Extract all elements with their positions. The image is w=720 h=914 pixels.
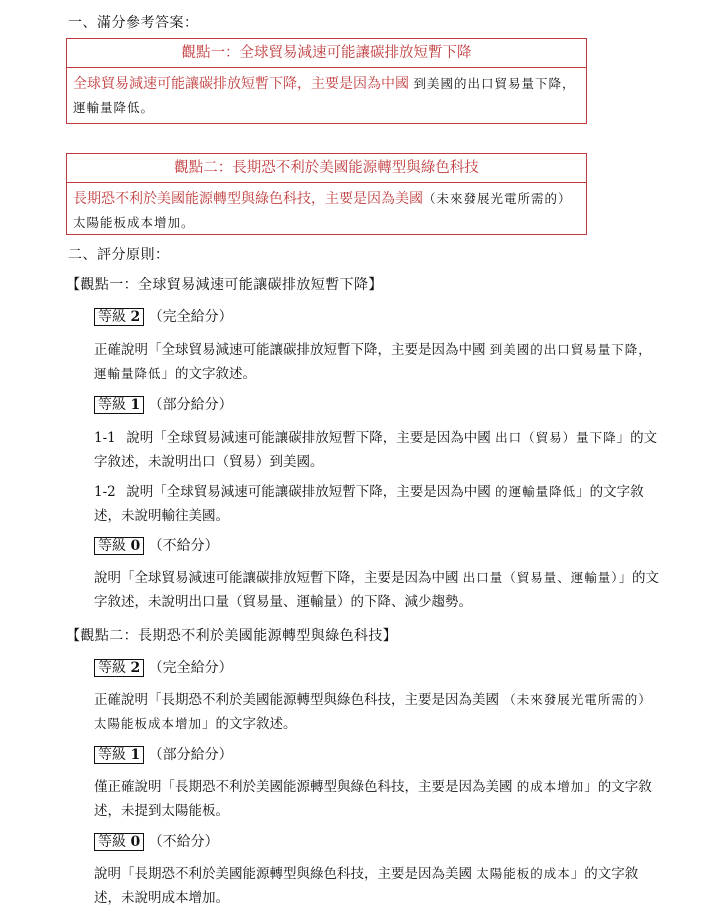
level-tag: 等級 1: [94, 746, 144, 764]
v2-level1-text: 僅正確說明「長期恐不利於美國能源轉型與綠色科技，主要是因為美國 的成本增加」的文字敘述，未提到太陽能板。: [94, 779, 652, 819]
v2-level2-text: 正確說明「長期恐不利於美國能源轉型與綠色科技，主要是因為美國 （未來發展光電所需的）太陽能板成本增加」的文字敘述。: [94, 692, 652, 732]
viewpoint2-box-red-text: 長期恐不利於美國能源轉型與綠色科技，主要是因為美國: [73, 191, 423, 207]
v2-level1-label: [94, 744, 233, 764]
v1-item-1-2: 1-2 說明「全球貿易減速可能讓碳排放短暫下降，主要是因為中國 的運輸量降低」的文字敘述，未說明輸往美國。: [94, 484, 644, 524]
viewpoint1-box-title: 觀點一：全球貿易減速可能讓碳排放短暫下降: [67, 39, 586, 68]
viewpoint2-box-body: [67, 183, 586, 241]
viewpoint2-box-key-text: （未來發展光電所需的）太陽能板成本增加。: [73, 191, 572, 230]
level-tag: 等級 2: [94, 659, 144, 677]
level-tag: 等級 1: [94, 396, 144, 414]
level-desc: （不給分）: [148, 834, 219, 850]
section2-heading: 二、評分原則：: [68, 247, 170, 263]
v1-level2-text: 正確說明「全球貿易減速可能讓碳排放短暫下降，主要是因為中國 到美國的出口貿易量下降，運輸量降低」的文字敘述。: [94, 342, 652, 382]
v2-level2-label: [94, 657, 233, 677]
v1-level0-label: [94, 535, 219, 555]
v1-level2-label: [94, 306, 233, 326]
viewpoint1-box-red-text: 全球貿易減速可能讓碳排放短暫下降，主要是因為中國: [73, 76, 409, 92]
viewpoint1-heading: 【觀點一：全球貿易減速可能讓碳排放短暫下降】: [66, 277, 383, 293]
level-desc: （部分給分）: [148, 747, 233, 763]
viewpoint2-answer-box: [66, 153, 587, 235]
level-desc: （不給分）: [148, 538, 219, 554]
v1-item-1-1: 1-1 說明「全球貿易減速可能讓碳排放短暫下降，主要是因為中國 出口（貿易）量下降」的文字敘述，未說明出口（貿易）到美國。: [94, 430, 658, 470]
viewpoint2-heading: 【觀點二：長期恐不利於美國能源轉型與綠色科技】: [66, 628, 398, 644]
v2-level0-text: 說明「長期恐不利於美國能源轉型與綠色科技，主要是因為美國 太陽能板的成本」的文字敘述，未說明成本增加。: [94, 866, 639, 906]
level-desc: （完全給分）: [148, 309, 233, 325]
level-tag: 等級 2: [94, 308, 144, 326]
v1-level0-text: 說明「全球貿易減速可能讓碳排放短暫下降，主要是因為中國 出口量（貿易量、運輸量）」的文字敘述，未說明出口量（貿易量、運輸量）的下降、減少趨勢。: [94, 570, 660, 610]
level-tag: 等級 0: [94, 833, 144, 851]
viewpoint2-box-title: 觀點二：長期恐不利於美國能源轉型與綠色科技: [67, 154, 586, 183]
section1-heading: 一、滿分參考答案：: [68, 15, 199, 31]
v1-level1-label: [94, 394, 233, 414]
viewpoint1-answer-box: [66, 38, 587, 124]
viewpoint1-box-body: [67, 68, 586, 126]
v2-level0-label: [94, 831, 219, 851]
level-desc: （完全給分）: [148, 660, 233, 676]
level-tag: 等級 0: [94, 537, 144, 555]
viewpoint1-box-key-text: 到美國的出口貿易量下降，運輸量降低。: [73, 76, 576, 115]
level-desc: （部分給分）: [148, 397, 233, 413]
